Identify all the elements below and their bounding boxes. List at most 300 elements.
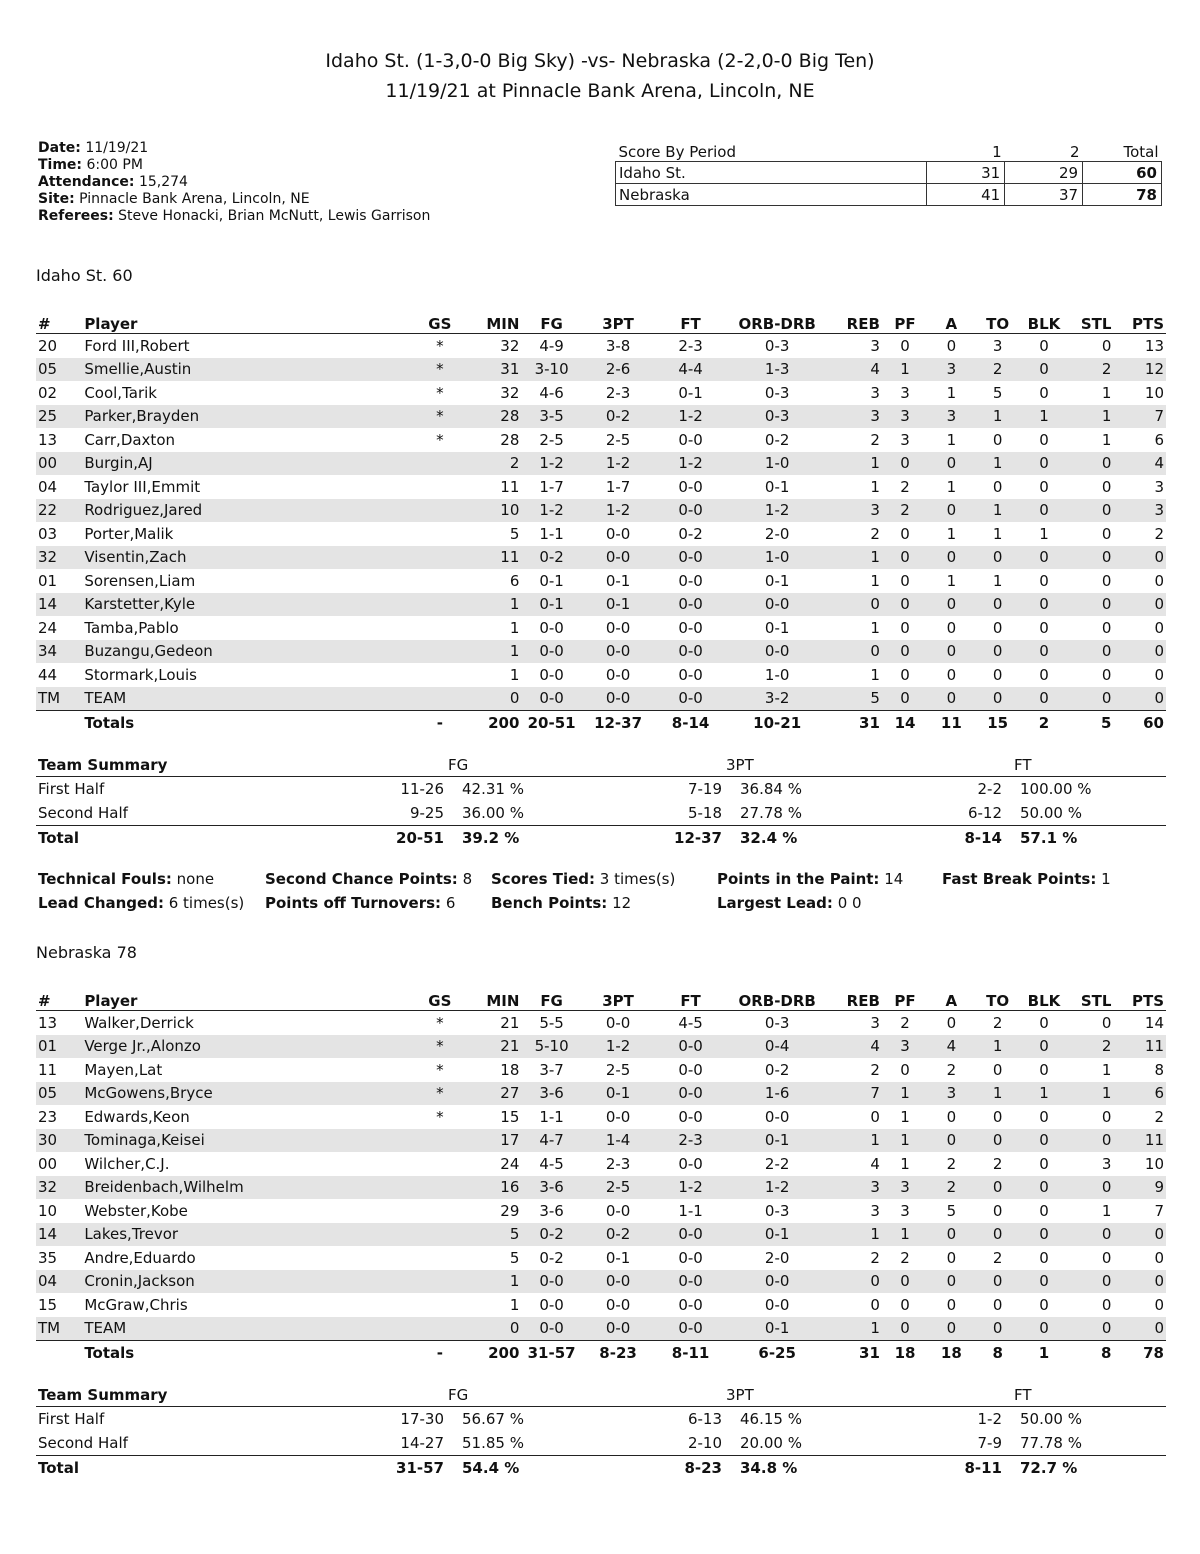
cell-to: 2 xyxy=(992,1013,1003,1032)
stat-points-in-paint: Points in the Paint: 14 xyxy=(717,870,904,888)
cell-player: Andre,Eduardo xyxy=(84,1248,196,1267)
stat-scores-tied: Scores Tied: 3 times(s) xyxy=(491,870,676,888)
player-row xyxy=(36,499,1166,523)
cell-pts: 0 xyxy=(1113,1223,1166,1247)
cell-blk: 0 xyxy=(1021,640,1067,664)
cell-orb-drb: 0-3 xyxy=(764,383,790,402)
cell-blk: 1 xyxy=(1021,405,1067,429)
col-header-reb: REB xyxy=(828,312,882,334)
box-header-row xyxy=(36,312,1166,334)
cell-num: TM xyxy=(36,1317,82,1341)
cell-stl: 0 xyxy=(1067,593,1113,617)
cell-a: 0 xyxy=(946,618,957,637)
cell-fg: 5-10 xyxy=(521,1035,581,1059)
cell-stl: 1 xyxy=(1101,383,1112,402)
cell-blk: 0 xyxy=(1021,1176,1067,1200)
cell-pts: 2 xyxy=(1154,524,1164,543)
cell-pts: 0 xyxy=(1154,1295,1164,1314)
cell-gs xyxy=(411,593,469,617)
cell-fg: 0-0 xyxy=(539,665,564,684)
cell-num: 35 xyxy=(38,1248,58,1267)
cell-min: 10 xyxy=(469,499,521,523)
player-row xyxy=(36,334,1166,358)
col-header-min: MIN xyxy=(469,312,521,334)
cell-a: 1 xyxy=(946,571,957,590)
summary-tpt-pct: 36.84 % xyxy=(740,780,802,798)
cell-to: 0 xyxy=(975,1270,1021,1294)
cell-player: Ford III,Robert xyxy=(84,336,190,355)
cell-to: 0 xyxy=(975,593,1021,617)
cell-ft: 1-2 xyxy=(654,452,727,476)
cell-stl: 1 xyxy=(1101,1060,1112,1079)
cell-3pt: 0-0 xyxy=(582,546,655,570)
cell-pf: 1 xyxy=(882,358,928,382)
player-row xyxy=(36,381,1166,405)
cell-3pt: 1-2 xyxy=(582,1035,655,1059)
cell-3pt: 0-0 xyxy=(605,1107,631,1126)
cell-player: Rodriguez,Jared xyxy=(82,499,410,523)
cell-3pt: 0-0 xyxy=(582,1270,655,1294)
cell-ft: 4-5 xyxy=(678,1013,703,1032)
cell-pf: 2 xyxy=(882,499,928,523)
cell-gs xyxy=(411,452,469,476)
cell-ft: 0-2 xyxy=(678,524,703,543)
cell-num: 30 xyxy=(36,1129,82,1153)
cell-reb: 1 xyxy=(828,1223,882,1247)
cell-to: 0 xyxy=(975,640,1021,664)
cell-orb-drb: 0-4 xyxy=(727,1035,828,1059)
cell-ft: 1-2 xyxy=(654,405,727,429)
summary-label: First Half xyxy=(38,780,105,798)
cell-pf: 3 xyxy=(882,405,928,429)
player-row xyxy=(36,616,1166,640)
cell-reb: 1 xyxy=(870,665,880,684)
cell-reb: 2 xyxy=(870,1060,880,1079)
cell-orb-drb: 0-0 xyxy=(764,1107,790,1126)
cell-min: 28 xyxy=(469,405,521,429)
score-p2: 29 xyxy=(1005,162,1083,184)
cell-ft: 0-0 xyxy=(654,499,727,523)
total-pf: 18 xyxy=(882,1341,928,1365)
cell-3pt: 1-2 xyxy=(582,499,655,523)
col-header-ft: FT xyxy=(654,989,727,1011)
total-gs: - xyxy=(411,1341,469,1365)
cell-orb-drb: 0-1 xyxy=(727,1129,828,1153)
cell-3pt: 1-4 xyxy=(582,1129,655,1153)
cell-player: Mayen,Lat xyxy=(84,1060,163,1079)
cell-stl: 3 xyxy=(1101,1154,1112,1173)
cell-pts: 10 xyxy=(1144,383,1164,402)
cell-ft: 0-0 xyxy=(678,1295,703,1314)
cell-num: 13 xyxy=(38,1013,58,1032)
cell-pf: 0 xyxy=(882,1270,928,1294)
summary-3pt-label: 3PT xyxy=(726,756,754,774)
cell-player: Tamba,Pablo xyxy=(84,618,179,637)
cell-num: TM xyxy=(36,687,82,711)
cell-pts: 14 xyxy=(1144,1013,1164,1032)
cell-3pt: 0-0 xyxy=(605,665,631,684)
cell-fg: 0-2 xyxy=(539,1248,564,1267)
cell-blk: 0 xyxy=(1021,593,1067,617)
cell-num: 00 xyxy=(38,1154,58,1173)
cell-min: 18 xyxy=(500,1060,520,1079)
box-header-row xyxy=(36,989,1166,1011)
col-header-stl: STL xyxy=(1067,312,1113,334)
summary-ft: 8-11 xyxy=(964,1459,1002,1477)
cell-fg: 0-0 xyxy=(521,1317,581,1341)
cell-num: 24 xyxy=(38,618,58,637)
cell-to: 5 xyxy=(992,383,1003,402)
total-reb: 31 xyxy=(828,1341,882,1365)
cell-orb-drb: 1-0 xyxy=(764,665,790,684)
cell-gs xyxy=(411,1270,469,1294)
cell-gs: * xyxy=(411,405,469,429)
cell-gs xyxy=(411,522,469,546)
col-header-a: A xyxy=(928,312,974,334)
cell-to: 0 xyxy=(992,477,1003,496)
summary-row xyxy=(36,1455,1166,1480)
cell-num: 14 xyxy=(36,593,82,617)
cell-fg: 0-0 xyxy=(539,1295,564,1314)
cell-orb-drb: 0-0 xyxy=(727,593,828,617)
summary-title: Team Summary xyxy=(38,756,168,774)
cell-pf: 2 xyxy=(900,477,910,496)
summary-row xyxy=(36,1431,1166,1455)
cell-3pt: 2-6 xyxy=(582,358,655,382)
score-row xyxy=(616,184,1162,206)
cell-ft: 2-3 xyxy=(678,336,703,355)
cell-to: 0 xyxy=(975,1223,1021,1247)
cell-a: 3 xyxy=(928,405,974,429)
cell-reb: 0 xyxy=(828,593,882,617)
cell-orb-drb: 0-3 xyxy=(764,1013,790,1032)
score-p2: 37 xyxy=(1005,184,1083,206)
cell-ft: 0-0 xyxy=(678,430,703,449)
cell-3pt: 2-3 xyxy=(605,383,631,402)
cell-blk: 0 xyxy=(1021,1223,1067,1247)
cell-reb: 2 xyxy=(870,430,880,449)
summary-ft-pct: 50.00 % xyxy=(1020,1410,1082,1428)
cell-to: 0 xyxy=(992,1295,1003,1314)
player-row xyxy=(36,1223,1166,1247)
cell-pf: 3 xyxy=(900,430,910,449)
col-header-player: Player xyxy=(82,312,410,334)
total-to: 8 xyxy=(975,1341,1021,1365)
col-header-gs: GS xyxy=(411,312,469,334)
cell-orb-drb: 0-2 xyxy=(764,1060,790,1079)
cell-pf: 0 xyxy=(882,593,928,617)
cell-pts: 9 xyxy=(1113,1176,1166,1200)
cell-reb: 5 xyxy=(828,687,882,711)
summary-row xyxy=(36,801,1166,825)
summary-ft: 6-12 xyxy=(967,804,1002,822)
summary-ft: 2-2 xyxy=(977,780,1002,798)
player-row xyxy=(36,1176,1166,1200)
cell-gs xyxy=(411,1152,469,1176)
player-row xyxy=(36,405,1166,429)
cell-player: Taylor III,Emmit xyxy=(84,477,201,496)
cell-to: 0 xyxy=(975,687,1021,711)
summary-fg: 31-57 xyxy=(396,1459,444,1477)
cell-stl: 0 xyxy=(1067,1129,1113,1153)
cell-pts: 0 xyxy=(1154,571,1164,590)
cell-fg: 1-2 xyxy=(521,499,581,523)
cell-fg: 1-1 xyxy=(539,1107,564,1126)
cell-stl: 0 xyxy=(1101,524,1112,543)
summary-ft-pct: 100.00 % xyxy=(1020,780,1092,798)
cell-gs xyxy=(411,1223,469,1247)
player-row xyxy=(36,569,1166,593)
cell-min: 5 xyxy=(509,1248,520,1267)
cell-pf: 1 xyxy=(900,1154,910,1173)
cell-orb-drb: 0-0 xyxy=(727,640,828,664)
stat-bench-points: Bench Points: 12 xyxy=(491,894,632,912)
cell-pf: 3 xyxy=(882,1176,928,1200)
player-row xyxy=(36,1105,1166,1129)
cell-3pt: 0-1 xyxy=(605,1248,631,1267)
col-header-pf: PF xyxy=(882,989,928,1011)
cell-to: 0 xyxy=(992,618,1003,637)
cell-to: 2 xyxy=(992,1154,1003,1173)
player-row xyxy=(36,687,1166,711)
team-summary xyxy=(36,1386,1166,1480)
cell-pf: 0 xyxy=(900,524,910,543)
cell-min: 17 xyxy=(469,1129,521,1153)
cell-a: 0 xyxy=(928,1270,974,1294)
summary-fg-pct: 39.2 % xyxy=(462,829,520,847)
meta-attendance: Attendance: 15,274 xyxy=(38,174,188,190)
cell-stl: 0 xyxy=(1067,499,1113,523)
cell-fg: 0-0 xyxy=(539,618,564,637)
total-pts: 78 xyxy=(1113,1341,1166,1365)
cell-stl: 1 xyxy=(1067,405,1113,429)
cell-min: 1 xyxy=(469,640,521,664)
summary-ft-pct: 57.1 % xyxy=(1020,829,1078,847)
cell-stl: 1 xyxy=(1101,430,1112,449)
cell-blk: 0 xyxy=(1039,665,1049,684)
summary-label: Total xyxy=(38,829,79,847)
cell-fg: 0-0 xyxy=(521,687,581,711)
cell-ft: 0-0 xyxy=(678,477,703,496)
cell-3pt: 0-0 xyxy=(582,687,655,711)
cell-num: 01 xyxy=(36,1035,82,1059)
cell-orb-drb: 0-1 xyxy=(727,1317,828,1341)
cell-a: 2 xyxy=(946,1060,957,1079)
cell-pf: 0 xyxy=(900,1060,910,1079)
cell-pts: 7 xyxy=(1113,405,1166,429)
score-by-period-table xyxy=(615,142,1162,206)
cell-gs xyxy=(411,546,469,570)
cell-min: 5 xyxy=(509,524,520,543)
cell-ft: 0-0 xyxy=(678,571,703,590)
period-2-header: 2 xyxy=(1005,142,1083,162)
cell-num: 04 xyxy=(38,477,58,496)
cell-a: 3 xyxy=(928,358,974,382)
summary-ft-pct: 77.78 % xyxy=(1020,1434,1082,1452)
totals-row xyxy=(36,711,1166,735)
stat-lead-changed: Lead Changed: 6 times(s) xyxy=(38,894,245,912)
cell-3pt: 0-1 xyxy=(582,593,655,617)
cell-num: 10 xyxy=(38,1201,58,1220)
cell-gs xyxy=(411,1129,469,1153)
cell-gs xyxy=(411,687,469,711)
cell-min: 24 xyxy=(500,1154,520,1173)
summary-tpt: 7-19 xyxy=(687,780,722,798)
col-header-to: TO xyxy=(975,312,1021,334)
summary-label: Second Half xyxy=(38,804,128,822)
player-row xyxy=(36,428,1166,452)
total-pts: 60 xyxy=(1113,711,1166,735)
cell-3pt: 0-1 xyxy=(605,571,631,590)
cell-fg: 5-5 xyxy=(539,1013,564,1032)
cell-ft: 1-1 xyxy=(678,1201,703,1220)
cell-reb: 3 xyxy=(828,405,882,429)
summary-header xyxy=(36,756,1166,777)
cell-min: 27 xyxy=(469,1082,521,1106)
cell-pts: 10 xyxy=(1144,1154,1164,1173)
cell-pf: 0 xyxy=(882,1317,928,1341)
cell-min: 32 xyxy=(500,383,520,402)
cell-stl: 0 xyxy=(1067,546,1113,570)
cell-pf: 3 xyxy=(900,1201,910,1220)
cell-3pt: 1-2 xyxy=(582,452,655,476)
cell-player: Lakes,Trevor xyxy=(82,1223,410,1247)
cell-ft: 0-0 xyxy=(654,687,727,711)
summary-ft: 8-14 xyxy=(964,829,1002,847)
cell-reb: 0 xyxy=(870,1295,880,1314)
total-to: 15 xyxy=(975,711,1021,735)
total-player: Totals xyxy=(82,711,410,735)
cell-fg: 0-2 xyxy=(521,546,581,570)
cell-3pt: 2-5 xyxy=(605,430,631,449)
cell-ft: 0-0 xyxy=(654,1082,727,1106)
cell-blk: 0 xyxy=(1039,1295,1049,1314)
cell-gs xyxy=(411,640,469,664)
cell-reb: 1 xyxy=(870,571,880,590)
summary-fg-pct: 56.67 % xyxy=(462,1410,524,1428)
cell-player: McGraw,Chris xyxy=(84,1295,188,1314)
cell-a: 1 xyxy=(946,383,957,402)
cell-orb-drb: 1-0 xyxy=(727,452,828,476)
cell-a: 2 xyxy=(928,1176,974,1200)
cell-pf: 0 xyxy=(900,571,910,590)
summary-tpt-pct: 27.78 % xyxy=(740,804,802,822)
cell-fg: 3-6 xyxy=(521,1082,581,1106)
cell-stl: 0 xyxy=(1101,1107,1112,1126)
col-header-pf: PF xyxy=(882,312,928,334)
total-pf: 14 xyxy=(882,711,928,735)
cell-orb-drb: 1-0 xyxy=(727,546,828,570)
summary-tpt: 8-23 xyxy=(684,1459,722,1477)
cell-to: 0 xyxy=(992,1107,1003,1126)
cell-to: 0 xyxy=(975,546,1021,570)
total-a: 18 xyxy=(928,1341,974,1365)
cell-pts: 4 xyxy=(1113,452,1166,476)
total-orb-drb: 6-25 xyxy=(727,1341,828,1365)
cell-a: 0 xyxy=(928,687,974,711)
cell-to: 0 xyxy=(992,1060,1003,1079)
cell-pf: 0 xyxy=(900,1295,910,1314)
total-fg: 20-51 xyxy=(521,711,581,735)
cell-player: Cool,Tarik xyxy=(84,383,157,402)
cell-stl: 0 xyxy=(1101,1248,1112,1267)
cell-orb-drb: 2-0 xyxy=(764,524,790,543)
cell-3pt: 0-0 xyxy=(605,524,631,543)
cell-to: 1 xyxy=(975,405,1021,429)
cell-pts: 0 xyxy=(1113,640,1166,664)
cell-blk: 0 xyxy=(1021,452,1067,476)
cell-fg: 0-0 xyxy=(521,1270,581,1294)
player-row xyxy=(36,1058,1166,1082)
cell-gs xyxy=(411,1246,469,1270)
cell-pts: 3 xyxy=(1154,477,1164,496)
cell-blk: 0 xyxy=(1039,1248,1049,1267)
cell-gs xyxy=(411,1317,469,1341)
cell-player: Verge Jr.,Alonzo xyxy=(82,1035,410,1059)
cell-min: 21 xyxy=(500,1013,520,1032)
cell-stl: 0 xyxy=(1067,1317,1113,1341)
cell-stl: 0 xyxy=(1101,1295,1112,1314)
cell-num: 15 xyxy=(38,1295,58,1314)
player-row xyxy=(36,1317,1166,1341)
cell-orb-drb: 0-1 xyxy=(727,1223,828,1247)
total-player: Totals xyxy=(82,1341,410,1365)
col-header-pts: PTS xyxy=(1113,312,1166,334)
cell-player: Breidenbach,Wilhelm xyxy=(82,1176,410,1200)
cell-reb: 0 xyxy=(870,1107,880,1126)
summary-title: Team Summary xyxy=(38,1386,168,1404)
cell-a: 0 xyxy=(928,1317,974,1341)
cell-ft: 0-0 xyxy=(678,618,703,637)
cell-blk: 0 xyxy=(1021,1317,1067,1341)
cell-stl: 1 xyxy=(1101,1201,1112,1220)
total-gs: - xyxy=(411,711,469,735)
cell-a: 0 xyxy=(946,336,957,355)
cell-num: 32 xyxy=(36,546,82,570)
cell-blk: 1 xyxy=(1021,1082,1067,1106)
cell-to: 0 xyxy=(975,1176,1021,1200)
cell-blk: 0 xyxy=(1021,1035,1067,1059)
summary-tpt: 6-13 xyxy=(687,1410,722,1428)
score-team: Idaho St. xyxy=(616,162,927,184)
cell-stl: 0 xyxy=(1067,452,1113,476)
cell-pf: 0 xyxy=(900,618,910,637)
stat-technical-fouls: Technical Fouls: none xyxy=(38,870,215,888)
cell-ft: 0-0 xyxy=(654,1223,727,1247)
player-row xyxy=(36,1035,1166,1059)
summary-tpt: 2-10 xyxy=(687,1434,722,1452)
cell-pts: 11 xyxy=(1113,1035,1166,1059)
player-row xyxy=(36,522,1166,546)
col-header-reb: REB xyxy=(828,989,882,1011)
cell-fg: 1-7 xyxy=(539,477,564,496)
cell-ft: 0-0 xyxy=(654,1317,727,1341)
cell-stl: 2 xyxy=(1067,358,1113,382)
total-3pt: 12-37 xyxy=(582,711,655,735)
cell-stl: 1 xyxy=(1067,1082,1113,1106)
summary-fg: 9-25 xyxy=(409,804,444,822)
cell-gs: * xyxy=(436,336,444,355)
cell-min: 15 xyxy=(500,1107,520,1126)
cell-a: 0 xyxy=(946,665,957,684)
cell-blk: 0 xyxy=(1039,477,1049,496)
summary-fg-pct: 36.00 % xyxy=(462,804,524,822)
cell-pts: 11 xyxy=(1113,1129,1166,1153)
cell-pts: 0 xyxy=(1113,1270,1166,1294)
meta-site: Site: Pinnacle Bank Arena, Lincoln, NE xyxy=(38,191,310,207)
cell-ft: 0-0 xyxy=(654,546,727,570)
cell-ft: 0-0 xyxy=(678,1248,703,1267)
